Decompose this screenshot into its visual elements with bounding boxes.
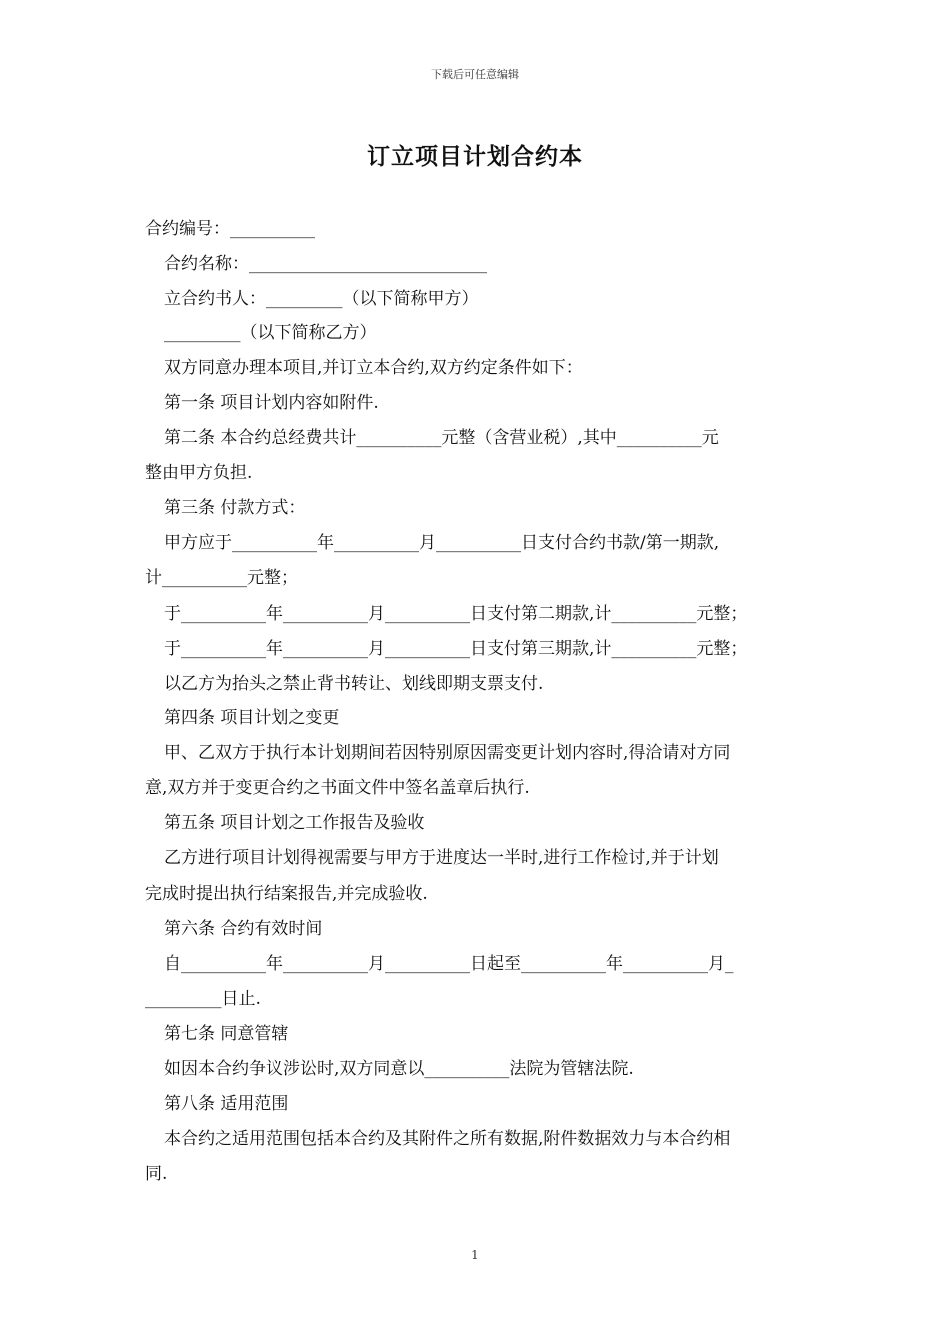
article-4-body-cont: 意,双方并于变更合约之书面文件中签名盖章后执行. bbox=[145, 778, 530, 798]
article-8-body: 本合约之适用范围包括本合约及其附件之所有数据,附件数据效力与本合约相 bbox=[164, 1129, 731, 1149]
article-7: 第七条 同意管辖 bbox=[164, 1024, 289, 1044]
article-2: 第二条 本合约总经费共计__________元整（含营业税）,其中__________元 bbox=[164, 428, 719, 448]
article-3: 第三条 付款方式： bbox=[164, 498, 306, 518]
article-2-cont: 整由甲方负担. bbox=[145, 463, 253, 483]
article-1: 第一条 项目计划内容如附件. bbox=[164, 393, 379, 413]
article-6-body-cont: _________日止. bbox=[145, 989, 261, 1009]
article-5: 第五条 项目计划之工作报告及验收 bbox=[164, 813, 425, 833]
article-4: 第四条 项目计划之变更 bbox=[164, 708, 340, 728]
agreement-intro: 双方同意办理本项目,并订立本合约,双方约定条件如下： bbox=[164, 358, 583, 378]
article-4-body: 甲、乙双方于执行本计划期间若因特别原因需变更计划内容时,得洽请对方同 bbox=[164, 743, 731, 763]
contract-name: 合约名称：____________________________ bbox=[164, 254, 487, 274]
article-6: 第六条 合约有效时间 bbox=[164, 919, 323, 939]
article-5-body-cont: 完成时提出执行结案报告,并完成验收. bbox=[145, 884, 428, 904]
payment-2: 于__________年__________月__________日支付第二期款,计__________元整； bbox=[164, 604, 748, 624]
article-8-body-cont: 同. bbox=[145, 1164, 168, 1184]
article-5-body: 乙方进行项目计划得视需要与甲方于进度达一半时,进行工作检讨,并于计划 bbox=[164, 848, 719, 868]
party-a: 立合约书人：_________（以下简称甲方） bbox=[164, 289, 479, 309]
payment-method: 以乙方为抬头之禁止背书转让、划线即期支票支付. bbox=[164, 674, 544, 694]
party-b: _________（以下简称乙方） bbox=[164, 323, 377, 343]
payment-1: 甲方应于__________年__________月__________日支付合约书款/第一期款, bbox=[164, 533, 720, 553]
article-7-body: 如因本合约争议涉讼时,双方同意以__________法院为管辖法院. bbox=[164, 1059, 634, 1079]
article-8: 第八条 适用范围 bbox=[164, 1094, 289, 1114]
payment-1-cont: 计__________元整； bbox=[145, 568, 298, 588]
article-6-body: 自__________年__________月__________日起至__________年__________月_ bbox=[164, 954, 734, 974]
header-note: 下载后可任意编辑 bbox=[431, 68, 519, 81]
payment-3: 于__________年__________月__________日支付第三期款,计__________元整； bbox=[164, 639, 748, 659]
page-number: 1 bbox=[471, 1248, 479, 1262]
contract-number: 合约编号：__________ bbox=[145, 219, 315, 239]
document-title: 订立项目计划合约本 bbox=[367, 143, 583, 170]
